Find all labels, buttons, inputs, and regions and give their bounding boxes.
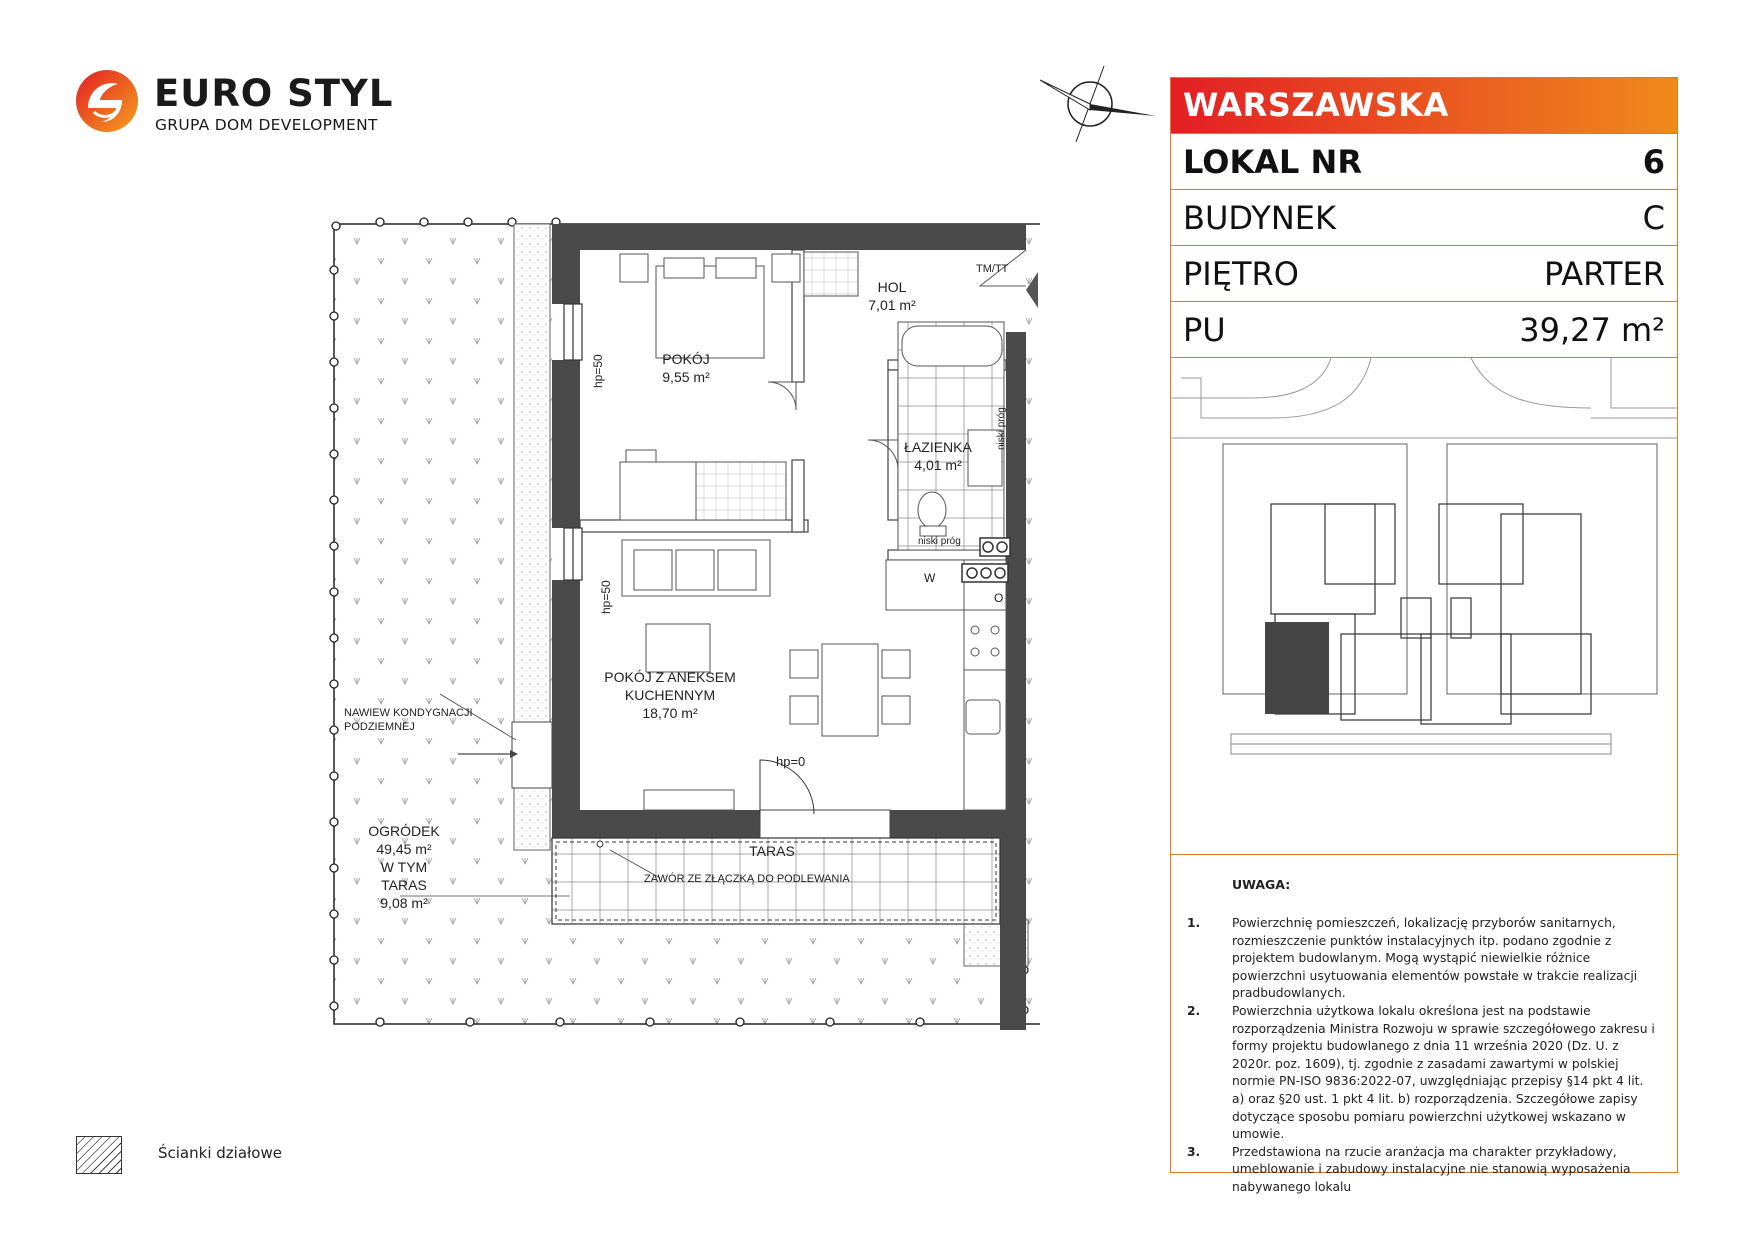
room-name-pokoj: POKÓJ <box>662 351 710 367</box>
building-value: C <box>1642 198 1665 237</box>
hall-wardrobe <box>804 252 858 296</box>
floor-plan <box>320 210 1040 1030</box>
building-row <box>1171 189 1677 245</box>
vent-box <box>512 722 552 788</box>
floor-row <box>1171 245 1677 301</box>
room-name-salon-2: KUCHENNYM <box>624 687 716 703</box>
garden-terrace-label: TARAS <box>381 877 427 893</box>
usable-area-label: PU <box>1183 310 1226 349</box>
terrace-door-gap <box>760 810 890 838</box>
note-number: 1. <box>1187 916 1201 930</box>
brand-logo <box>74 68 394 148</box>
usable-area-row <box>1171 301 1677 357</box>
selected-unit-highlight <box>1265 622 1329 714</box>
brand-name: EURO STYL <box>154 72 394 115</box>
unit-number-row <box>1171 133 1677 189</box>
garden-area: 49,45 m² <box>376 841 432 857</box>
sill-height-bedroom: hp=50 <box>591 354 605 388</box>
note-item <box>1187 1003 1657 1144</box>
legend-label: Ścianki działowe <box>158 1144 282 1162</box>
room-area-pokoj: 9,55 m² <box>662 369 710 385</box>
low-threshold-label: niski próg <box>918 536 961 547</box>
vent-label-1: NAWIEW KONDYGNACJI <box>344 707 473 719</box>
investment-name: WARSZAWSKA <box>1171 78 1677 133</box>
room-area-hol: 7,01 m² <box>868 297 916 313</box>
floor-label: PIĘTRO <box>1183 254 1299 293</box>
room-name-taras: TARAS <box>749 843 795 859</box>
sill-height-terrace-door: hp=0 <box>776 754 806 769</box>
key-plan <box>1171 358 1677 854</box>
usable-area-value: 39,27 m² <box>1519 310 1665 349</box>
low-threshold-label-vertical: niski próg <box>996 407 1007 450</box>
note-item <box>1187 915 1657 1003</box>
building-location-map <box>1171 357 1677 854</box>
water-point-w: W <box>924 571 936 585</box>
unit-number-value: 6 <box>1642 142 1665 181</box>
sill-height-living: hp=50 <box>599 580 613 614</box>
unit-number-label: LOKAL NR <box>1183 142 1362 181</box>
bathroom <box>898 322 1004 550</box>
note-number: 3. <box>1187 1144 1201 1159</box>
garden-label: OGRÓDEK <box>368 823 440 839</box>
room-name-hol: HOL <box>877 279 907 295</box>
floor-value: PARTER <box>1543 254 1665 293</box>
valve-label: ZAWÓR ZE ZŁĄCZKĄ DO PODLEWANIA <box>644 873 850 885</box>
euro-styl-logo-icon <box>74 68 140 134</box>
note-item <box>1187 1144 1657 1197</box>
room-area-salon: 18,70 m² <box>642 705 698 721</box>
note-number: 2. <box>1187 1003 1201 1018</box>
building-label: BUDYNEK <box>1183 198 1336 237</box>
notes-section <box>1171 854 1677 1197</box>
vent-label-2: PODZIEMNEJ <box>344 721 415 733</box>
entrance-gap <box>1006 250 1026 332</box>
garden-terrace-area: 9,08 m² <box>380 895 428 911</box>
brand-subtitle: GRUPA DOM DEVELOPMENT <box>155 116 378 134</box>
partition-wall-legend-swatch <box>76 1136 122 1174</box>
room-name-salon-1: POKÓJ Z ANEKSEM <box>604 669 736 685</box>
notes-title: UWAGA: <box>1232 877 1291 892</box>
note-text: Powierzchnia użytkowa lokalu określona jest na podstawie rozporządzenia Ministra Rozwoju w sprawie szczegółowego zakresu i formy projektu budowlanego z dnia 11 września 2020 (Dz. U. z 2020r. poz. 1609), tj. zgodnie z zasadami zawartymi w polskiej normie PN-ISO 9836:2022-07, uwzględniając przepisy §14 pkt 4 lit. a) oraz §20 ust. 1 pkt 4 lit. b) rozporządzenia. Szczegółowe zapisy dotyczące sposobu pomiaru powierzchni użytkowej wskazano w umowie. <box>1232 1003 1655 1142</box>
room-name-lazienka: ŁAZIENKA <box>904 439 972 455</box>
water-point-o: O <box>994 591 1004 605</box>
north-arrow-icon <box>1040 66 1160 146</box>
note-text: Powierzchnię pomieszczeń, lokalizację przyborów sanitarnych, rozmieszczenie punktów instalacyjnych itp. podano zgodnie z projektem budowlanym. Mogą wystąpić niewielkie różnice powierzchni usytuowania elementów powstałe w trakcie realizacji pradbudowlanych. <box>1232 916 1638 1001</box>
water-valve-icon <box>597 841 603 847</box>
tm-tt-label: TM/TT <box>976 263 1009 275</box>
room-area-lazienka: 4,01 m² <box>914 457 962 473</box>
apartment-info-panel <box>1170 77 1678 1194</box>
note-text: Przedstawiona na rzucie aranżacja ma charakter przykładowy, umeblowanie i zabudowy instalacyjne nie stanowią wyposażenia nabywanego lokalu <box>1232 1144 1631 1194</box>
garden-including: W TYM <box>380 859 428 875</box>
